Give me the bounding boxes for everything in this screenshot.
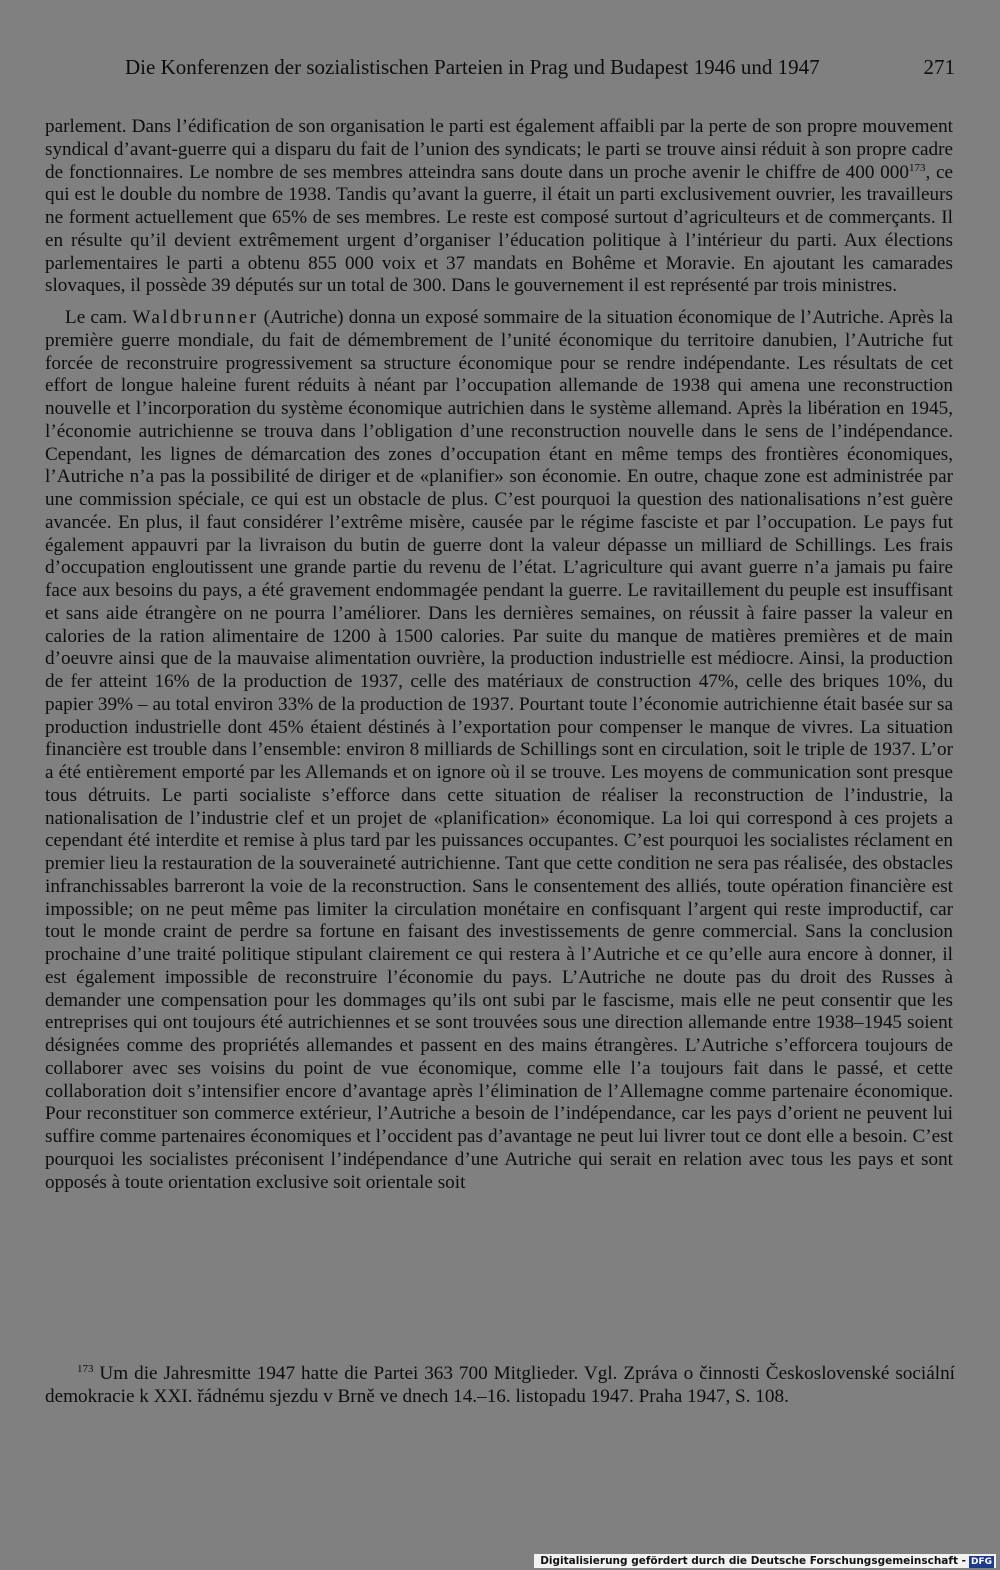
digitization-credit <box>534 1554 996 1568</box>
running-title: Die Konferenzen der sozialistischen Parteien in Prag und Budapest 1946 und 1947 <box>125 55 820 79</box>
footnote <box>45 1363 955 1408</box>
footnote-number: 173 <box>77 1363 94 1375</box>
footnote-173 <box>45 1363 955 1408</box>
main-text <box>45 116 953 1194</box>
paragraph-2-lead: Le cam. <box>65 307 133 328</box>
paragraph-1-part-b: , ce qui est le double du nombre de 1938. Tandis qu’avant la guerre, il était un parti exclusivement ouvrier, les travailleurs ne forment actuellement que 65% de ses membres. Le reste est composé surtout d’agriculteurs et de commerçants. Il en résulte qu’il devient extrêmement urgent d’organiser l’éducation politique à l’intérieur du parti. Aux élections parlementaires le parti a obtenu 855 000 voix et 37 mandats en Bohême et Moravie. En ajoutant les camarades slovaques, il possède 39 députés sur un total de 300. Dans le gouvernement il est représenté par trois ministres. <box>45 161 953 297</box>
running-header <box>125 50 955 84</box>
paragraph-2-text: (Autriche) donna un exposé sommaire de la situation économique de l’Autriche. Après la première guerre mondiale, du fait de démembrement de l’unité économique du territoire danubien, l’Autriche fut forcée de reconstruire progressivement sa structure économique pour se rendre indépendante. Les résultats de cet effort de longue haleine furent réduits à néant par l’occupation allemande de 1938 qui amena une reconstruction nouvelle et l’incorporation du système économique autrichien dans le système allemand. Après la libération en 1945, l’économie autrichienne se trouva dans l’obligation d’une reconstruction nouvelle dans le sens de l’indépendance. Cependant, les lignes de démarcation des zones d’occupation étant en même temps des frontières économiques, l’Autriche n’a pas la possibilité de diriger et de «planifier» son économie. En outre, chaque zone est administrée par une commission spéciale, ce qui est un obstacle de plus. C’est pourquoi la question des nationalisations n’est guère avancée. En plus, il faut considérer l’extrême misère, causée par le régime fasciste et par l’occupation. Le pays fut également appauvri par la livraison du butin de guerre dont la valeur dépasse un milliard de Schillings. Les frais d’occupation engloutissent une grande partie du revenu de l’état. L’agriculture qui avant guerre n’a jamais pu faire face aux besoins du pays, a été gravement endommagée pendant la guerre. Le ravitaillement du peuple est insuffisant et sans aide étrangère on ne pourra l’améliorer. Dans les dernières semaines, on réussit à faire passer la valeur en calories de la ration alimentaire de 1200 à 1500 calories. Par suite du manque de matières premières et de main d’oeuvre ainsi que de la mauvaise alimentation ouvrière, la production industrielle est médiocre. Ainsi, la production de fer atteint 16% de la production de 1937, celle des matériaux de construction 47%, celle des briques 10%, du papier 39% – au total environ 33% de la production de 1937. Pourtant toute l’économie autrichienne était basée sur sa production industrielle dont 45% étaient déstinés à l’exportation pour compenser le manque de vivres. La situation financière est trouble dans l’ensemble: environ 8 milliards de Schillings sont en circulation, soit le triple de 1937. L’or a été entièrement emporté par les Allemands et on ignore où il se trouve. Les moyens de communication sont presque tous détruits. Le parti socialiste s’efforce dans cette situation de réaliser la reconstruction de l’industrie, la nationalisation de l’industrie clef et un projet de «planification» économique. La loi qui correspond à ces projets a cependant été interdite et remise à plus tard par les puissances occupantes. C’est pourquoi les socialistes réclament en premier lieu la restauration de la souveraineté autrichienne. Tant que cette condition ne sera pas réalisée, des obstacles infranchissables barreront la voie de la reconstruction. Sans le consentement des alliés, toute opération financière est impossible; on ne peut même pas limiter la circulation monétaire en confisquant l’argent qui reste improductif, car tout le monde craint de perdre sa fortune en faisant des investissements de genre commercial. Sans la conclusion prochaine d’une traité politique stipulant clairement ce qui restera à l’Autriche et ce qu’elle aura encore à donner, il est également impossible de reconstruire l’économie du pays. L’Autriche ne doute pas du droit des Russes à demander une compensation pour les dommages qu’ils ont subi par le fascisme, mais elle ne peut consentir que les entreprises qui ont toujours été autrichiennes et se sont trouvées sous une direction allemande entre 1938–1945 soient désignées comme des propriétés allemandes et passent en des mains étrangères. L’Autriche s’efforcera toujours de collaborer avec ses voisins du point de vue économique, comme elle l’a toujours fait dans le passé, et cette collaboration doit s’intensifier encore d’avantage après l’élimination de l’Allemagne comme partenaire économique. Pour reconstituer son commerce extérieur, l’Autriche a besoin de l’indépendance, car les pays d’orient ne peuvent lui suffire comme partenaires économiques et l’occident pas d’avantage ne peut lui livrer tout ce dont elle a besoin. C’est pourquoi les socialistes préconisent l’indépendance d’une Autriche qui serait en relation avec tous les pays et sont opposés à toute orientation exclusive soit orientale soit <box>45 307 953 1193</box>
paragraph-austria-report <box>45 307 953 1194</box>
paragraph-czech-party <box>45 116 953 298</box>
footnote-reference[interactable]: 173 <box>908 161 926 174</box>
credit-text: Digitalisierung gefördert durch die Deutsche Forschungsgemeinschaft - <box>540 1555 966 1567</box>
page-number: 271 <box>923 55 955 79</box>
paragraph-1-part-a: parlement. Dans l’édification de son organisation le parti est également affaibli par la perte de son propre mouvement syndical d’avant-guerre qui a disparu du fait de l’union des syndicats; le parti se trouve ainsi réduit à son propre cadre de fonctionnaires. Le nombre de ses membres atteindra sans doute dans un proche avenir le chiffre de 400 000 <box>45 116 953 183</box>
speaker-name: Waldbrunner <box>132 307 259 328</box>
dfg-logo-icon: DFG <box>970 1557 992 1567</box>
footnote-text: Um die Jahresmitte 1947 hatte die Partei 363 700 Mitglieder. Vgl. Zpráva o činnosti Československé sociální demokracie k XXI. řádnému sjezdu v Brně ve dnech 14.–16. listopadu 1947. Praha 1947, S. 108. <box>45 1363 955 1407</box>
